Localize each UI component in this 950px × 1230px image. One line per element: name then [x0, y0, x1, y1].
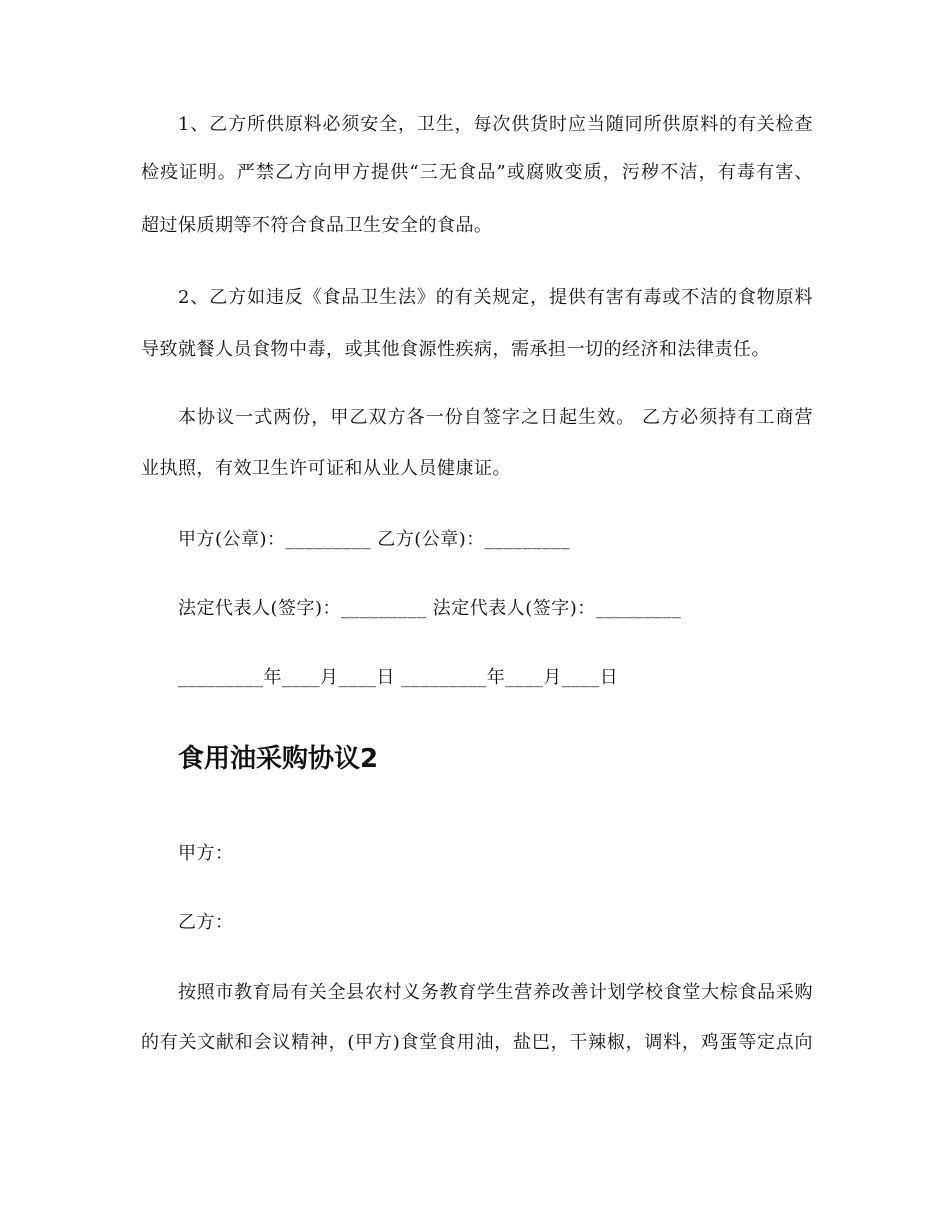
- signature-dates-line: _________年____月____日 _________年____月____日: [178, 667, 619, 688]
- party-b-label: 乙方：: [178, 912, 234, 933]
- party-a-label: 甲方：: [178, 843, 234, 864]
- section-2-para-1-line-1: 按照市教育局有关全县农村义务教育学生营养改善计划学校食堂大棕食品采购: [178, 982, 813, 1003]
- clause-1-line-1: 1、乙方所供原料必须安全，卫生，每次供货时应当随同所供原料的有关检查: [178, 114, 813, 135]
- section-2-para-1-line-2: 的有关文献和会议精神，(甲方)食堂食用油，盐巴，干辣椒，调料，鸡蛋等定点向: [141, 1032, 813, 1053]
- signature-seals-line: 甲方(公章)：_________ 乙方(公章)：_________: [178, 529, 571, 550]
- clause-1-line-2: 检疫证明。严禁乙方向甲方提供“三无食品”或腐败变质，污秽不洁，有毒有害、: [141, 162, 813, 183]
- validity-line-2: 业执照，有效卫生许可证和从业人员健康证。: [141, 458, 511, 479]
- clause-2-line-2: 导致就餐人员食物中毒，或其他食源性疾病，需承担一切的经济和法律责任。: [141, 339, 770, 360]
- clause-2-line-1: 2、乙方如违反《食品卫生法》的有关规定，提供有害有毒或不洁的食物原料: [178, 287, 813, 308]
- validity-line-1: 本协议一式两份，甲乙双方各一份自签字之日起生效。 乙方必须持有工商营: [178, 407, 813, 428]
- section-title: 食用油采购协议2: [178, 744, 379, 774]
- clause-1-line-3: 超过保质期等不符合食品卫生安全的食品。: [141, 215, 493, 236]
- signature-representatives-line: 法定代表人(签字)：_________ 法定代表人(签字)：_________: [178, 598, 682, 619]
